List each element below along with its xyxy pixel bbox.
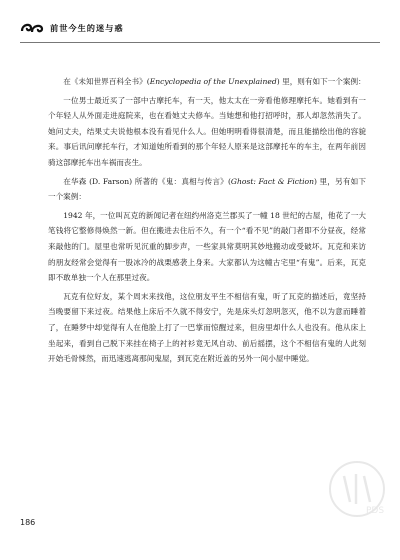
paragraph-1: 在《未知世界百科全书》(Encyclopedia of the Unexplained) 里，则有如下一个案例： xyxy=(63,77,366,86)
page-number: 186 xyxy=(20,518,36,527)
header-title: 前世今生的迷与惑 xyxy=(50,22,124,33)
paragraph-4: 1942 年，一位叫瓦克的新闻记者在纽约州洛克兰郡买了一幢 18 世纪的古屋，他花了一大笔钱将它整修得焕然一新。但在搬进去住后不久，有一个“看不见”的敲门者即不分昼夜，经常来敲他的门。屋里也常听见沉重的脚步声，一些家具常莫明其妙地搬动或受破坏。瓦克和来访的朋友经常会觉得有一股冰冷的战栗感袭上身来。大家都认为这幢古宅里“有鬼”。后来，瓦克即不敢单独一个人在那里过夜。 xyxy=(48,210,366,283)
watermark-text: PDS xyxy=(366,506,385,516)
paragraph-3: 在华森 (D. Farson) 所著的《鬼：真相与传言》(Ghost: Fact & Fiction) 里，另有如下一个案例： xyxy=(48,176,366,202)
stamp-watermark-icon xyxy=(326,458,388,520)
paragraph-5: 瓦克有位好友，某个周末来找他，这位朋友平生不相信有鬼，听了瓦克的描述后，竟坚持当晚要留下来过夜。结果他上床后不久就不得安宁，先是床头灯忽明忽灭，他不以为意而睡着了，在睡梦中却觉得有人在他脸上打了一巴掌而惊醒过来，但房里却什么人也没有。他从床上坐起来，看到自己脱下来挂在椅子上的衬衫竟无风自动、前后摇摆，这个不相信有鬼的人此刻开始毛骨悚然，而迅速逃离那间鬼屋，到瓦克在附近盖的另外一间小屋中睡觉。 xyxy=(48,291,366,364)
paragraph-2: 一位男士最近买了一部中古摩托车，有一天，他太太在一旁看他修理摩托车。她看到有一个年轻人从外面走进庭院来，也在看她丈夫修车。当她想和他打招呼时，那人却忽然消失了。她问丈夫，结果丈夫说他根本没有看见什么人。但她明明看得很清楚，而且能描绘出他的容貌来。事后讯问摩托车行，才知道她所看到的那个年轻人原来是这部摩托车的车主，在两年前因骑这部摩托车出车祸而丧生。 xyxy=(48,95,366,167)
body-text xyxy=(48,74,366,370)
header-rule xyxy=(20,42,380,43)
running-header xyxy=(20,12,380,44)
swirl-logo-icon xyxy=(20,21,44,35)
